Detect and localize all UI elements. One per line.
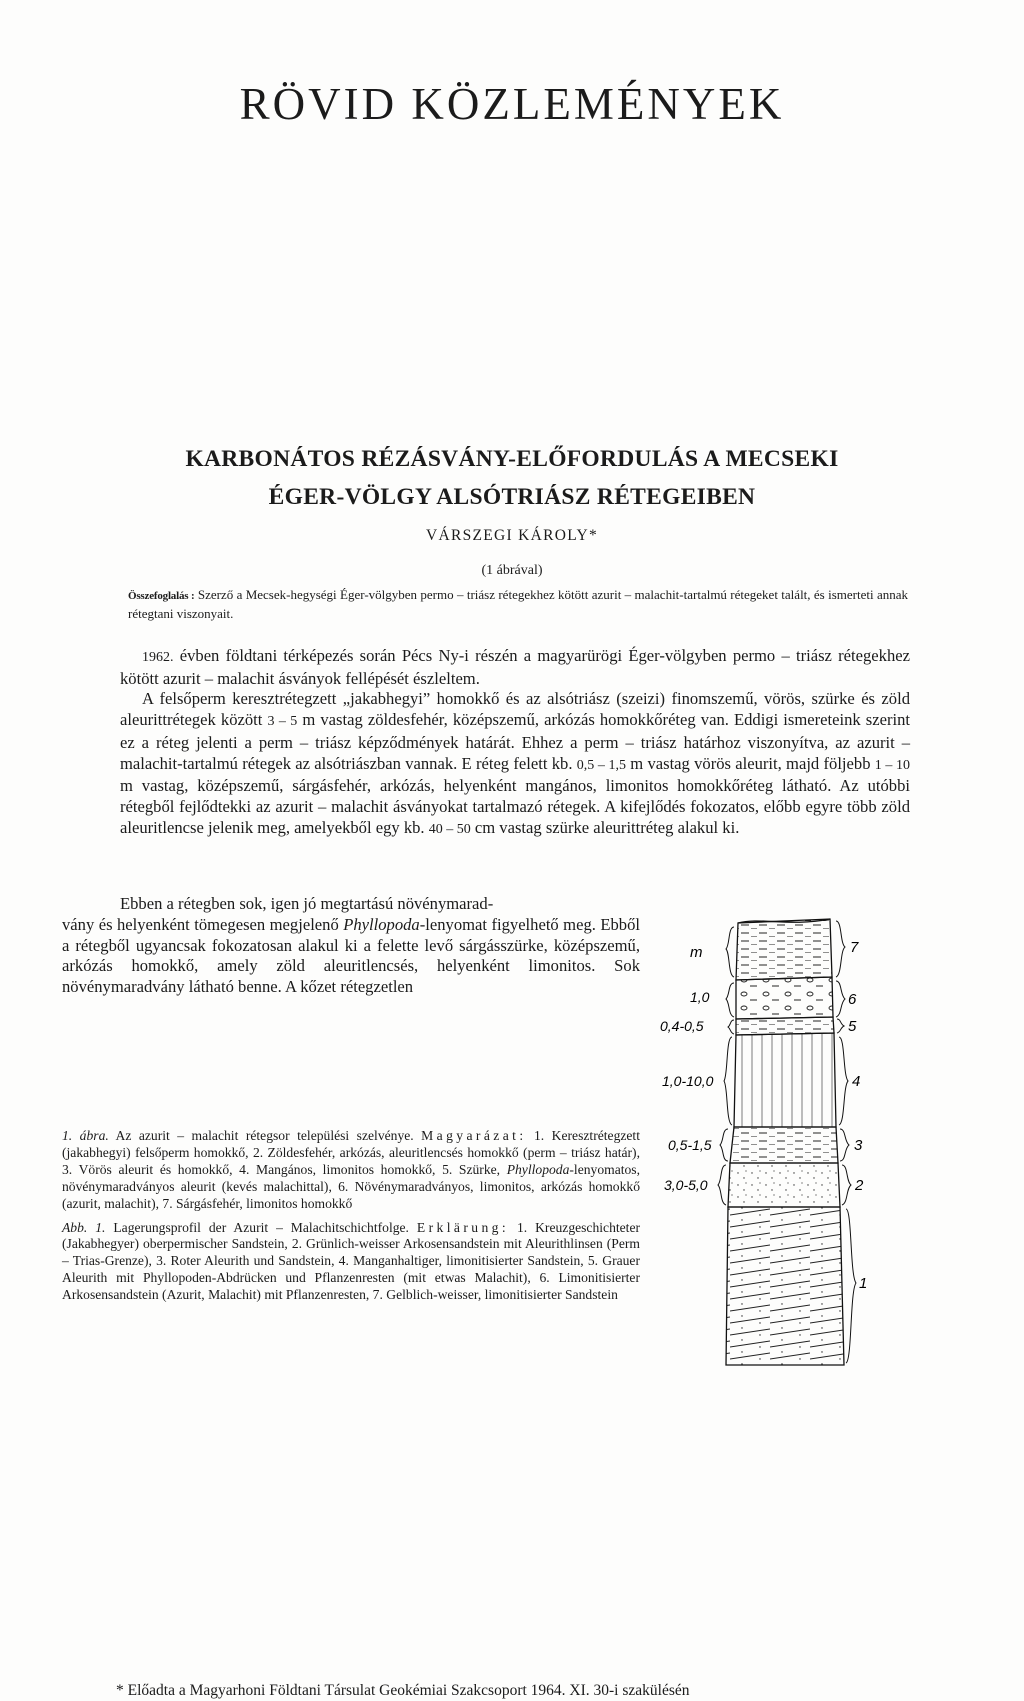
layer-7-fill: [736, 919, 832, 980]
section-heading: RÖVID KÖZLEMÉNYEK: [239, 79, 785, 129]
bracket-right-6: [836, 981, 845, 1017]
bracket-left-1-0-10-0: [724, 1037, 732, 1125]
caption-de-items: 1. Kreuzgeschichteter (Jakabhegyer) oberpermischer Sandstein, 2. Grünlich-weisser Arkosensandstein mit Aleurithlinsen (Perm – Trias-Grenze), 3. Roter Aleurith und Sandstein, 4. Manganhaltiger, limonitisierter Sandstein, 5. Grauer Aleurith mit Phyllopoden-Abdrücken und Pflanzenresten (mit etwas Malachit), 6. Limonitisierter Arkosensandstein (Azurit, Malachit) mit Pflanzenresten, 7. Gelblich-weisser, limonitisierter Sandstein: [62, 1219, 641, 1303]
layer-2-fill: [728, 1163, 840, 1207]
caption-de-label: Abb. 1.: [62, 1219, 106, 1235]
article-title-line-2: ÉGER-VÖLGY ALSÓTRIÁSZ RÉTEGEIBEN: [268, 484, 756, 510]
caption-hu-items-a: 1. Keresztrétegzett (jakabhegyi) felsőperm homokkő, 2. Zöldesfehér, arkózás, aleuritlencsés homokkő (perm – triász határ), 3. Vörös aleurit és homokkő, 4. Mangános, limonitos homokkő, 5. Szürke,: [62, 1128, 640, 1177]
thickness-label-3-0-5-0: 3,0-5,0: [664, 1177, 708, 1193]
bracket-right-7: [836, 921, 845, 977]
paragraph-2-part-b: m vastag zöldesfehér, középszemű, arkózás homokkőréteg van. Eddigi ismereteink szerint ez a réteg jelenti a perm – triász képződmények határát. Ehhez a perm – triász határhoz viszonyítva, az azurit – malachit-tartalmú rétegek az alsótriászban vannak. E réteg felett kb.: [120, 710, 911, 773]
bracket-left-0-4: [728, 1020, 734, 1034]
abstract: [128, 586, 908, 622]
layer-number-3: 3: [854, 1137, 863, 1154]
figure-captions: [62, 1128, 640, 1304]
paragraph-3-part-a: vány és helyenként tömegesen megjelenő: [62, 915, 344, 934]
thickness-label-0-5-1-5: 0,5-1,5: [668, 1137, 712, 1153]
paragraph-1-year: 1962.: [142, 650, 174, 665]
thickness-label-1-0: 1,0: [690, 989, 710, 1005]
caption-hu-key-word: Magyarázat:: [421, 1128, 527, 1143]
paragraph-2-number-4: 40 – 50: [428, 821, 471, 837]
thickness-label-m: m: [690, 944, 703, 961]
paragraph-2-part-d: m vastag, középszemű, sárgásfehér, arkózás, helyenként mangános, limonitos homokkőréteg látható. Az utóbbi rétegből fejlődtekki az azurit – malachit ásványokat tartalmazó rétegek. A kifejlődés fokozatos, előbb egyre több zöld aleuritlencse jelenik meg, amelyekből egy kb.: [120, 776, 910, 837]
paragraph-3-text: [62, 915, 640, 998]
thickness-label-0-4-0-5: 0,4-0,5: [660, 1018, 704, 1034]
paragraph-3-first-line: Ebben a rétegben sok, igen jó megtartású növénymarad-: [120, 894, 494, 913]
paragraph-2-number-1: 3 – 5: [267, 714, 298, 730]
caption-german: [62, 1220, 640, 1305]
bracket-right-2: [842, 1165, 851, 1205]
paragraph-2-part-a: A felsőperm keresztrétegzett „jakabhegyi” homokkő és az alsótriász (szeizi) finomszemű, vörös, szürke és zöld aleurittrétegek között: [120, 689, 910, 730]
bracket-right-1: [846, 1209, 856, 1363]
paragraph-1: [120, 646, 910, 689]
bracket-right-4: [839, 1037, 848, 1125]
paragraph-2-part-c: m vastag vörös aleurit, majd följebb: [626, 753, 875, 773]
caption-de-title: Lagerungsprofil der Azurit – Malachitschichtfolge.: [105, 1219, 417, 1235]
layer-4-fill: [734, 1033, 836, 1127]
paragraph-3-narrow: [62, 915, 640, 998]
caption-hu-italic: Phyllopoda: [506, 1161, 570, 1177]
caption-hungarian: [62, 1128, 640, 1213]
layer-number-5: 5: [848, 1018, 857, 1035]
layer-number-7: 7: [850, 939, 859, 956]
bracket-left-0-5-1-5: [720, 1129, 728, 1161]
abstract-label: Összefoglalás :: [128, 590, 195, 602]
bracket-right-3: [840, 1129, 849, 1161]
caption-hu-items-b: -lenyomatos, növénymaradványos aleurit (kevés malachittal), 6. Növénymaradványos, limonitos, arkózás homokkő (azurit, malachit), 7. Sárgásfehér, limonitos homokkő: [62, 1161, 640, 1211]
thickness-label-1-0-10-0: 1,0-10,0: [662, 1073, 714, 1089]
paragraph-2-number-3: 1 – 10: [874, 757, 911, 773]
caption-hu-label: 1. ábra.: [62, 1128, 109, 1143]
article-title-line-1: KARBONÁTOS RÉZÁSVÁNY-ELŐFORDULÁS A MECSEKI: [185, 446, 839, 472]
layer-3-fill: [730, 1127, 838, 1163]
layer-number-1: 1: [859, 1275, 868, 1292]
bracket-left-m: [726, 927, 734, 977]
layer-1-fill: [726, 1207, 844, 1365]
author-name: VÁRSZEGI KÁROLY*: [425, 527, 599, 544]
footnote: * Előadta a Magyarhoni Földtani Társulat Geokémiai Szakcsoport 1964. XI. 30-i szakülésén: [116, 1682, 690, 1699]
paragraph-3-italic: Phyllopoda: [343, 915, 420, 934]
caption-hu-title: Az azurit – malachit rétegsor települési szelvénye.: [108, 1128, 422, 1143]
layer-number-4: 4: [852, 1073, 861, 1090]
paragraph-2-number-2: 0,5 – 1,5: [576, 757, 626, 773]
paragraph-3-part-b: -lenyomat figyelhető meg. Ebből a rétegből ugyancsak fokozatosan alakul ki a felette levő sárgásszürke, középszemű, arkózás homokkő, amely zöld aleuritlencsés, helyenként limonitos. Sok növénymaradvány látható benne. A kőzet rétegzetlen: [62, 915, 640, 997]
paragraph-2-part-e: cm vastag szürke aleurittréteg alakul ki.: [470, 817, 740, 837]
bracket-left-1-0: [726, 983, 734, 1017]
paragraph-1-text: évben földtani térképezés során Pécs Ny-i részén a magyarürögi Éger-völgyben permo – triász rétegekhez kötött azurit – malachit ásványok fellépését észleltem.: [120, 646, 910, 688]
layer-number-6: 6: [848, 991, 857, 1008]
layer-6-fill: [736, 977, 833, 1019]
paragraph-2: [120, 689, 910, 840]
abstract-text: Szerző a Mecsek-hegységi Éger-völgyben permo – triász rétegekhez kötött azurit – malachit-tartalmú rétegeket talált, és ismerteti annak rétegtani viszonyait.: [128, 587, 908, 621]
stratigraphic-column-figure: [650, 905, 890, 1375]
layer-5-fill: [736, 1017, 834, 1035]
caption-de-key-word: Erklärung:: [416, 1219, 510, 1235]
article-title: [0, 440, 1024, 516]
layer-number-2: 2: [855, 1177, 864, 1194]
bracket-right-5: [837, 1019, 844, 1033]
bracket-left-3-0-5-0: [718, 1165, 726, 1205]
body-text: [120, 646, 910, 840]
figure-count: (1 ábrával): [481, 563, 543, 578]
